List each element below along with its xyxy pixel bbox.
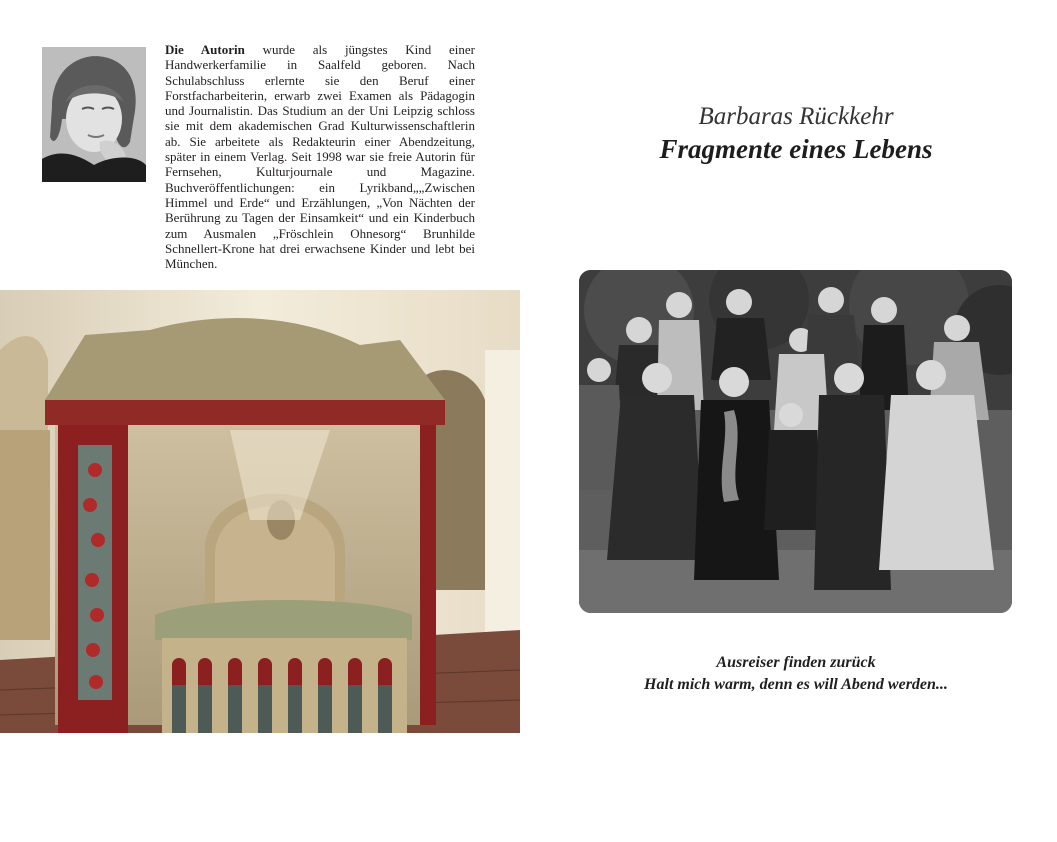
subtitle-line-2: Halt mich warm, denn es will Abend werden... xyxy=(644,676,948,693)
fountain-photo xyxy=(0,290,520,733)
book-subtitles xyxy=(580,652,1012,696)
author-portrait-photo xyxy=(42,47,146,182)
family-group-photo xyxy=(579,270,1012,613)
book-title: Fragmente eines Lebens xyxy=(659,134,933,164)
subtitle-line-1: Ausreiser finden zurück xyxy=(716,654,876,671)
bio-text: wurde als jüngstes Kind einer Handwerkerfamilie in Saalfeld geboren. Nach Schulabschluss erlernte sie den Beruf einer Forstfacharbeiterin, erwarb zwei Examen als Pädagogin und Journalistin. Das Studium an der Uni Leipzig schloss sie mit dem akademischen Grad Kulturwissenschaftlerin ab. Sie arbeitete als Redakteurin einer Abendzeitung, später in einem Verlag. Seit 1998 war sie freie Autorin für Fernsehen, Kulturjournale und Magazine. Buchveröffentlichungen: ein Lyrikband„„Zwischen Himmel und Erde“ und Erzählungen, „Von Nächten der Berührung zu Tagen der Einsamkeit“ und ein Kinderbuch zum Ausmalen „Fröschlein Ohnesorg“ Brunhilde Schnellert-Krone hat drei erwachsene Kinder und lebt bei München. xyxy=(165,42,475,272)
bio-lead: Die Autorin xyxy=(165,42,245,57)
author-biography xyxy=(165,42,475,271)
book-author-line: Barbaras Rückkehr xyxy=(698,103,894,130)
